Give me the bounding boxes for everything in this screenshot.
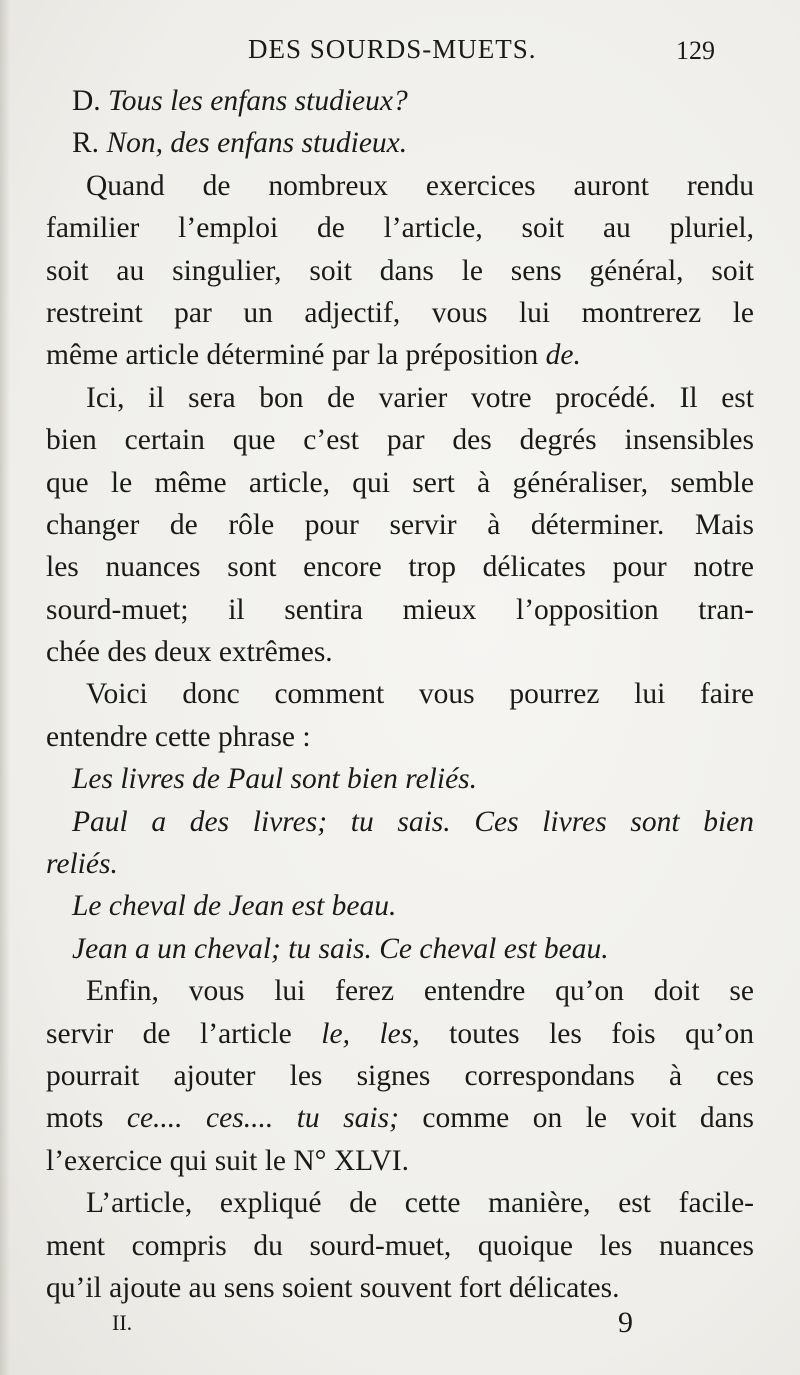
text-line xyxy=(46,885,754,927)
text-segment: servir de l’article xyxy=(46,1017,322,1050)
body-text xyxy=(46,80,754,1309)
text-segment: L’article, expliqué de cette manière, est facile- xyxy=(86,1187,754,1220)
text-segment: Enfin, vous lui ferez entendre qu’on doit se xyxy=(86,975,754,1008)
text-segment: ment compris du sourd-muet, quoique les nuances xyxy=(46,1229,754,1262)
text-segment: même article déterminé par la préposition xyxy=(46,339,546,372)
text-segment: R. xyxy=(72,127,107,160)
italic-segment: de. xyxy=(545,339,581,372)
text-line xyxy=(46,1225,754,1267)
text-segment: comme on le voit dans xyxy=(398,1102,754,1135)
text-line xyxy=(46,589,754,631)
page-number: 129 xyxy=(676,36,715,65)
text-line xyxy=(46,1097,754,1139)
text-line xyxy=(46,165,754,207)
italic-segment: Tous les enfans studieux? xyxy=(108,85,408,117)
page-header xyxy=(0,34,800,74)
text-line xyxy=(46,631,754,673)
page-footer xyxy=(0,1306,800,1346)
text-line xyxy=(46,462,754,504)
text-segment: mots xyxy=(46,1102,127,1135)
text-line xyxy=(46,504,754,546)
text-line xyxy=(46,419,754,461)
text-line xyxy=(46,334,754,376)
italic-segment: Le cheval de Jean est beau. xyxy=(72,890,397,923)
text-segment: Quand de nombreux exercices auront rendu xyxy=(86,169,754,202)
text-line xyxy=(46,1013,754,1055)
italic-segment: le, les, xyxy=(321,1017,420,1050)
italic-segment: Jean a un cheval; tu sais. Ce cheval est beau. xyxy=(72,932,609,965)
text-line xyxy=(46,1267,754,1309)
text-line xyxy=(46,843,754,885)
signature-mark: II. xyxy=(112,1310,133,1335)
italic-segment: ce.... ces.... tu sais; xyxy=(126,1102,399,1135)
text-line xyxy=(46,207,754,249)
text-line xyxy=(46,1140,754,1182)
text-segment: qu’il ajoute au sens soient souvent fort délicates. xyxy=(46,1271,620,1304)
text-segment: toutes les fois qu’on xyxy=(419,1017,754,1050)
text-line xyxy=(46,122,754,164)
text-segment: soit au singulier, soit dans le sens général, soit xyxy=(46,254,754,287)
italic-segment: Les livres de Paul sont bien reliés. xyxy=(72,763,478,796)
text-line xyxy=(46,80,754,122)
text-segment: familier l’emploi de l’article, soit au pluriel, xyxy=(46,212,754,245)
text-line xyxy=(46,928,754,970)
text-line xyxy=(46,377,754,419)
text-segment: chée des deux extrêmes. xyxy=(46,636,333,669)
text-segment: entendre cette phrase : xyxy=(46,720,311,753)
text-line xyxy=(46,758,754,800)
text-segment: changer de rôle pour servir à déterminer. Mais xyxy=(46,508,754,541)
text-line xyxy=(46,716,754,758)
running-title: DES SOURDS-MUETS. xyxy=(248,34,537,64)
text-line xyxy=(46,970,754,1012)
text-segment: bien certain que c’est par des degrés insensibles xyxy=(46,424,754,457)
text-segment: pourrait ajouter les signes correspondans à ces xyxy=(46,1059,754,1092)
text-line xyxy=(46,292,754,334)
text-segment: les nuances sont encore trop délicates pour notre xyxy=(46,551,754,584)
text-line xyxy=(46,1182,754,1224)
text-segment: D. xyxy=(72,85,109,117)
gathering-number: 9 xyxy=(618,1306,633,1339)
text-line xyxy=(46,250,754,292)
text-segment: que le même article, qui sert à généraliser, semble xyxy=(46,466,754,499)
text-segment: l’exercice qui suit le N° XLVI. xyxy=(46,1144,409,1177)
italic-segment: Non, des enfans studieux. xyxy=(106,127,408,160)
text-segment: sourd-muet; il sentira mieux l’opposition tran- xyxy=(46,593,754,626)
text-line xyxy=(46,546,754,588)
page-edge-shadow xyxy=(0,0,10,1375)
text-line xyxy=(46,801,754,843)
text-segment: restreint par un adjectif, vous lui montrerez le xyxy=(46,296,754,329)
italic-segment: reliés. xyxy=(46,848,118,881)
text-line xyxy=(46,1055,754,1097)
text-segment: Ici, il sera bon de varier votre procédé. Il est xyxy=(86,381,754,414)
italic-segment: Paul a des livres; tu sais. Ces livres sont bien xyxy=(72,805,754,838)
text-line xyxy=(46,673,754,715)
text-segment: Voici donc comment vous pourrez lui faire xyxy=(86,678,754,711)
